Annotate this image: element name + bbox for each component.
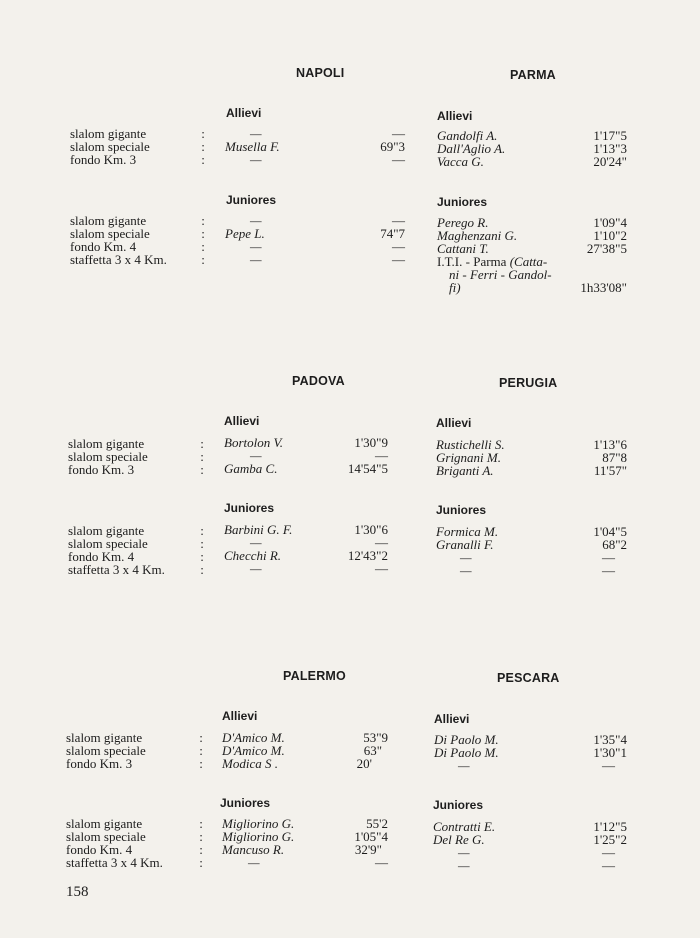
athlete-name: D'Amico M. [222,743,285,758]
athlete-name: Del Re G. [433,832,485,847]
athlete-name: Modica S . [222,756,278,771]
discipline-label: slalom gigante [66,816,143,831]
athlete-name: — [250,535,262,550]
athlete-name: Mancuso R. [222,842,285,857]
result-time: — [375,448,388,463]
result-time: 1'30"9 [354,435,388,450]
result-time: — [392,239,405,254]
result-time: — [602,563,615,578]
result-time: — [392,126,405,141]
result-time: 1'17"5 [593,128,627,143]
category-label: Allievi [434,712,470,726]
discipline-label: slalom gigante [68,523,145,538]
result-time: 1h33'08" [580,280,627,295]
athlete-name: Di Paolo M. [434,732,499,747]
category-label: Allievi [224,414,260,428]
athlete-name: D'Amico M. [222,730,285,745]
athlete-name: — [250,252,262,267]
relay-members: (Catta- [509,254,548,269]
athlete-name: — [250,561,262,576]
athlete-name: — [460,550,472,565]
discipline-label: fondo Km. 3 [66,756,133,771]
athlete-name: — [250,213,262,228]
result-time: 55'2 [366,816,388,831]
city-title-parma: PARMA [510,68,556,82]
category-label: Allievi [437,109,473,123]
athlete-name: — [250,152,262,167]
category-label: Allievi [436,416,472,430]
result-time: 1'25"2 [593,832,627,847]
athlete-name: — [460,563,472,578]
result-time: 1'12"5 [593,819,627,834]
result-time: 14'54"5 [347,461,388,476]
discipline-label: fondo Km. 4 [68,549,135,564]
result-time: 1'35"4 [593,732,627,747]
relay-members: ni - Ferri - Gandol- [449,267,552,282]
athlete-name: Contratti E. [433,819,496,834]
category-label: Juniores [433,798,484,812]
athlete-name: — [250,239,262,254]
separator-colon: : [201,152,205,167]
result-time: 1'30"6 [354,522,388,537]
city-title-padova: PADOVA [292,374,345,388]
discipline-label: slalom gigante [70,126,147,141]
separator-colon: : [199,756,203,771]
result-time: — [375,855,388,870]
result-time: 1'30"1 [593,745,627,760]
discipline-label: staffetta 3 x 4 Km. [66,855,163,870]
athlete-name: Cattani T. [437,241,489,256]
separator-colon: : [199,730,203,745]
discipline-label: slalom gigante [70,213,147,228]
city-title-perugia: PERUGIA [499,376,558,390]
discipline-label: slalom gigante [66,730,143,745]
athlete-name: Bortolon V. [224,435,283,450]
separator-colon: : [199,743,203,758]
separator-colon: : [201,139,205,154]
athlete-name: Pepe L. [225,226,265,241]
result-time: 1'13"3 [593,141,627,156]
category-label: Juniores [436,503,487,517]
discipline-label: slalom speciale [66,743,146,758]
result-time: — [602,550,615,565]
discipline-label: fondo Km. 3 [68,462,135,477]
result-time: 1'04"5 [593,524,627,539]
athlete-name: Musella F. [225,139,280,154]
separator-colon: : [200,436,204,451]
athlete-name: Checchi R. [224,548,282,563]
separator-colon: : [201,252,205,267]
athlete-name: Granalli F. [436,537,494,552]
result-time: 87"8 [602,450,627,465]
result-time: — [602,758,615,773]
athlete-name: Barbini G. F. [224,522,293,537]
category-label: Juniores [224,501,275,515]
result-time: 32'9" [354,842,382,857]
athlete-name: — [250,448,262,463]
athlete-name: Maghenzani G. [437,228,518,243]
result-time: 1'05"4 [354,829,388,844]
discipline-label: staffetta 3 x 4 Km. [68,562,165,577]
discipline-label: slalom speciale [68,536,148,551]
relay-team: I.T.I. - Parma [437,254,507,269]
result-time: 69"3 [380,139,405,154]
separator-colon: : [200,549,204,564]
athlete-name: Formica M. [436,524,499,539]
result-time: 53"9 [363,730,388,745]
discipline-label: slalom speciale [70,226,150,241]
discipline-label: fondo Km. 4 [66,842,133,857]
result-time: 68"2 [602,537,627,552]
athlete-name: Dall'Aglio A. [437,141,506,156]
category-label: Juniores [226,193,277,207]
result-time: 1'09"4 [593,215,627,230]
separator-colon: : [201,213,205,228]
result-time: 12'43"2 [347,548,388,563]
page-number: 158 [66,884,89,900]
athlete-name: Gamba C. [224,461,278,476]
discipline-label: slalom gigante [68,436,145,451]
athlete-name: — [248,855,260,870]
athlete-name: Migliorino G. [222,829,295,844]
relay-members: fi) [449,280,461,295]
athlete-name: Vacca G. [437,154,484,169]
category-label: Allievi [222,709,258,723]
result-time: 20' [356,756,372,771]
result-time: — [392,152,405,167]
result-time: 74"7 [380,226,405,241]
athlete-name: Grignani M. [436,450,501,465]
athlete-name: — [458,845,470,860]
separator-colon: : [200,536,204,551]
separator-colon: : [200,562,204,577]
discipline-label: slalom speciale [70,139,150,154]
separator-colon: : [199,855,203,870]
discipline-label: fondo Km. 4 [70,239,137,254]
result-time: 1'13"6 [593,437,627,452]
separator-colon: : [199,829,203,844]
result-time: — [602,858,615,873]
result-time: — [392,213,405,228]
athlete-name: Perego R. [437,215,489,230]
separator-colon: : [201,239,205,254]
city-title-pescara: PESCARA [497,671,560,685]
result-time: — [375,561,388,576]
discipline-label: slalom speciale [68,449,148,464]
separator-colon: : [201,226,205,241]
discipline-label: staffetta 3 x 4 Km. [70,252,167,267]
discipline-label: slalom speciale [66,829,146,844]
athlete-name: — [250,126,262,141]
separator-colon: : [201,126,205,141]
athlete-name: Gandolfi A. [437,128,498,143]
result-time: 1'10"2 [593,228,627,243]
athlete-name: Di Paolo M. [434,745,499,760]
athlete-name: Migliorino G. [222,816,295,831]
athlete-name: — [458,758,470,773]
separator-colon: : [200,449,204,464]
separator-colon: : [200,523,204,538]
separator-colon: : [199,842,203,857]
result-time: — [392,252,405,267]
result-time: — [602,845,615,860]
result-time: 20'24" [593,154,627,169]
result-time: 63" [363,743,382,758]
result-time: 27'38"5 [586,241,627,256]
athlete-name: Rustichelli S. [436,437,505,452]
separator-colon: : [200,462,204,477]
city-title-palermo: PALERMO [283,669,346,683]
category-label: Juniores [437,195,488,209]
category-label: Allievi [226,106,262,120]
discipline-label: fondo Km. 3 [70,152,137,167]
result-time: — [375,535,388,550]
separator-colon: : [199,816,203,831]
category-label: Juniores [220,796,271,810]
athlete-name: Briganti A. [436,463,494,478]
athlete-name: — [458,858,470,873]
city-title-napoli: NAPOLI [296,66,345,80]
result-time: 11'57" [593,463,627,478]
